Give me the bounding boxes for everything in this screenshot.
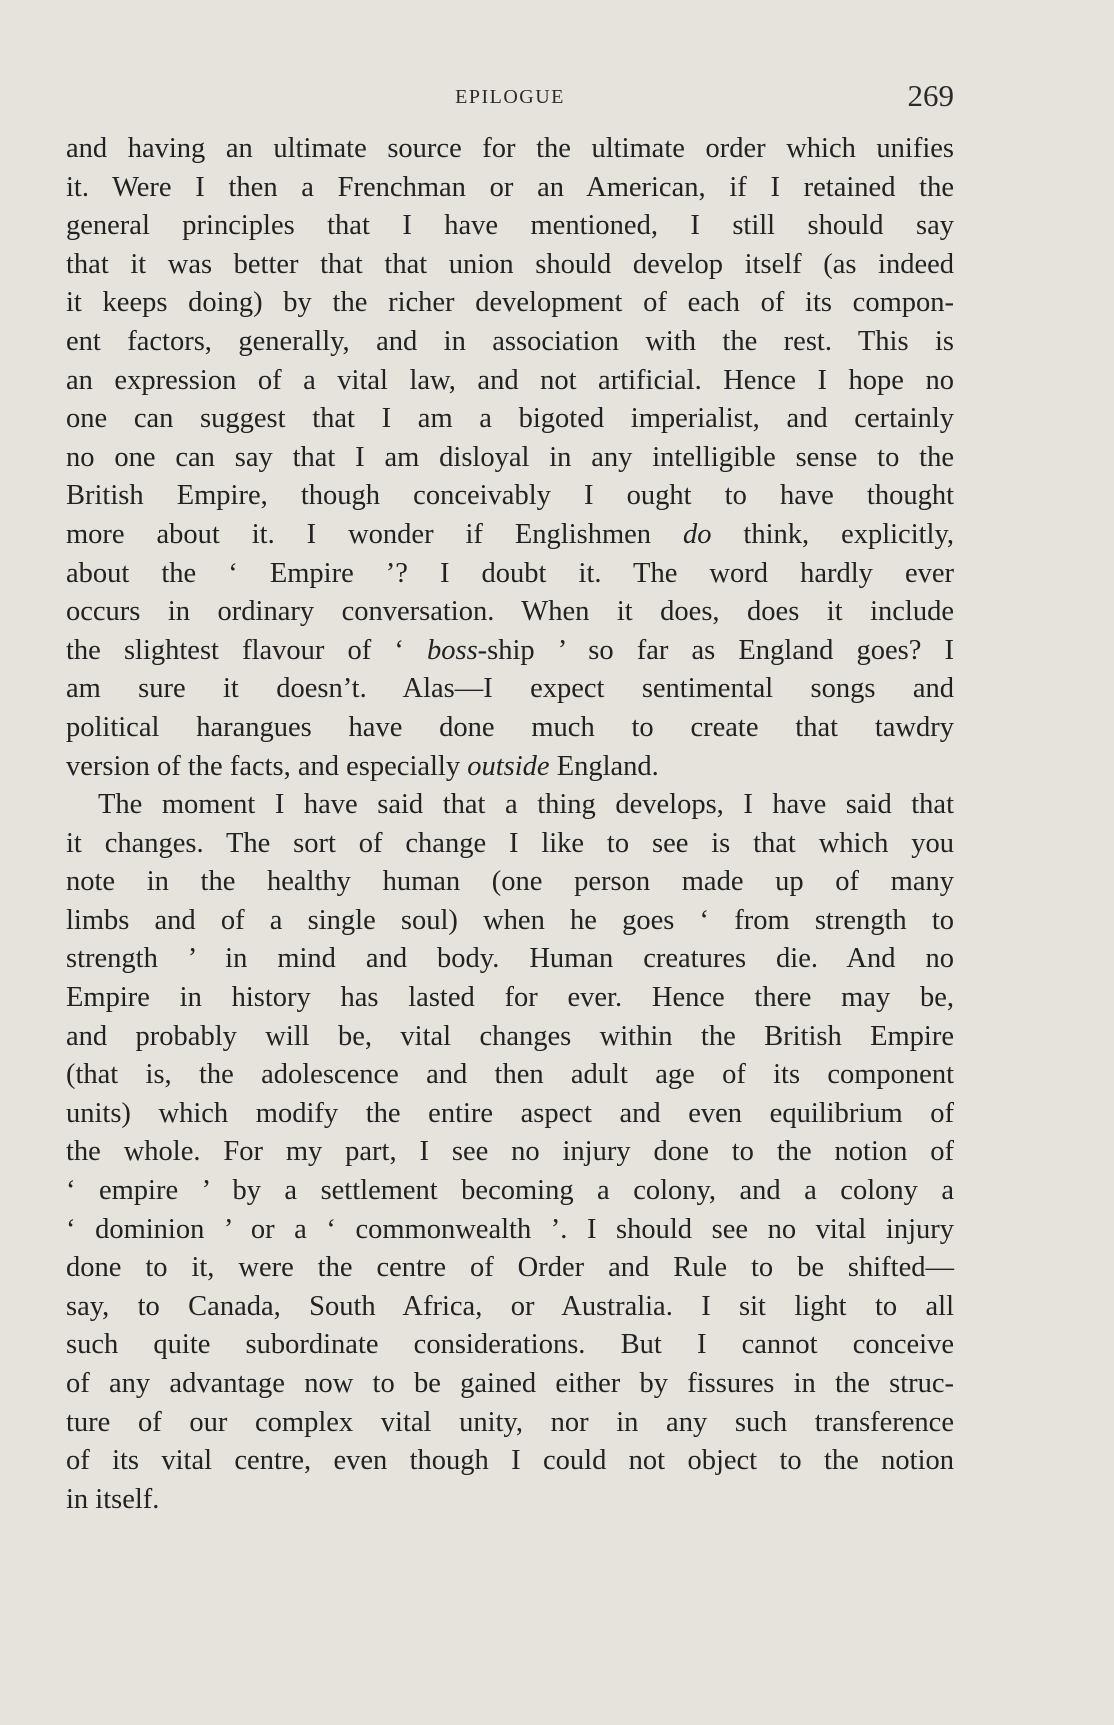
running-title: EPILOGUE xyxy=(455,86,565,108)
text-line: no one can say that I am disloyal in any intelligible sense to the xyxy=(66,441,954,473)
text-line: of any advantage now to be gained either by fissures in the struc- xyxy=(66,1368,954,1399)
text-line: and probably will be, vital changes within the British Empire xyxy=(66,1020,954,1052)
text-line: political harangues have done much to create that tawdry xyxy=(66,711,954,743)
running-header xyxy=(66,80,954,114)
text-line: in itself. xyxy=(66,1483,160,1515)
text-line: ent factors, generally, and in association with the rest. This is xyxy=(66,325,954,357)
text-line: ‘ dominion ’ or a ‘ commonwealth ’. I should see no vital injury xyxy=(66,1213,954,1245)
text-line: (that is, the adolescence and then adult age of its component xyxy=(66,1059,954,1091)
text-run: more about it. I wonder if Englishmen xyxy=(66,518,683,550)
text-run: the slightest flavour of ‘ xyxy=(66,634,427,666)
text-line xyxy=(66,516,954,555)
text-line: it keeps doing) by the richer development of each of its compon- xyxy=(66,287,954,319)
text-line: Empire in history has lasted for ever. Hence there may be, xyxy=(66,982,954,1014)
text-line xyxy=(66,748,954,787)
body-text xyxy=(66,130,954,1519)
emphasis: outside xyxy=(467,750,550,782)
text-line: such quite subordinate considerations. But I cannot conceive xyxy=(66,1329,954,1361)
text-line: general principles that I have mentioned, I still should say xyxy=(66,210,954,242)
paragraph-1 xyxy=(66,130,954,786)
text-run: think, explicitly, xyxy=(711,518,954,550)
text-line: say, to Canada, South Africa, or Australia. I sit light to all xyxy=(66,1290,954,1322)
text-line: it changes. The sort of change I like to see is that which you xyxy=(66,827,954,859)
text-line: British Empire, though conceivably I ought to have thought xyxy=(66,480,954,512)
emphasis: do xyxy=(682,518,712,550)
text-line: note in the healthy human (one person made up of many xyxy=(66,866,954,898)
text-line: the whole. For my part, I see no injury done to the notion of xyxy=(66,1136,954,1168)
text-line: done to it, were the centre of Order and Rule to be shifted— xyxy=(66,1252,954,1284)
text-run: version of the facts, and especially xyxy=(66,750,468,782)
text-line: occurs in ordinary conversation. When it does, does it include xyxy=(66,596,954,628)
text-line: The moment I have said that a thing develops, I have said that xyxy=(98,789,954,821)
text-line: units) which modify the entire aspect and even equilibrium of xyxy=(66,1097,954,1129)
text-line: ture of our complex vital unity, nor in any such transference xyxy=(66,1406,954,1438)
emphasis: boss xyxy=(426,634,478,666)
text-line: about the ‘ Empire ’? I doubt it. The word hardly ever xyxy=(66,557,954,589)
text-line: it. Were I then a Frenchman or an American, if I retained the xyxy=(66,171,954,203)
text-line: an expression of a vital law, and not artificial. Hence I hope no xyxy=(66,364,954,396)
text-line: one can suggest that I am a bigoted imperialist, and certainly xyxy=(66,403,954,435)
text-line: ‘ empire ’ by a settlement becoming a colony, and a colony a xyxy=(66,1175,954,1207)
page-number: 269 xyxy=(907,78,954,113)
text-run: England. xyxy=(549,750,659,782)
text-line: strength ’ in mind and body. Human creatures die. And no xyxy=(66,943,954,975)
text-run: -ship ’ so far as England goes? I xyxy=(477,634,954,666)
paragraph-2 xyxy=(66,786,954,1519)
text-line xyxy=(66,632,954,671)
text-line: limbs and of a single soul) when he goes ‘ from strength to xyxy=(66,904,954,936)
text-line: that it was better that that union should develop itself (as indeed xyxy=(66,248,954,280)
text-line: am sure it doesn’t. Alas—I expect sentimental songs and xyxy=(66,673,954,705)
text-line: of its vital centre, even though I could not object to the notion xyxy=(66,1445,954,1477)
text-line: and having an ultimate source for the ultimate order which unifies xyxy=(66,133,954,164)
